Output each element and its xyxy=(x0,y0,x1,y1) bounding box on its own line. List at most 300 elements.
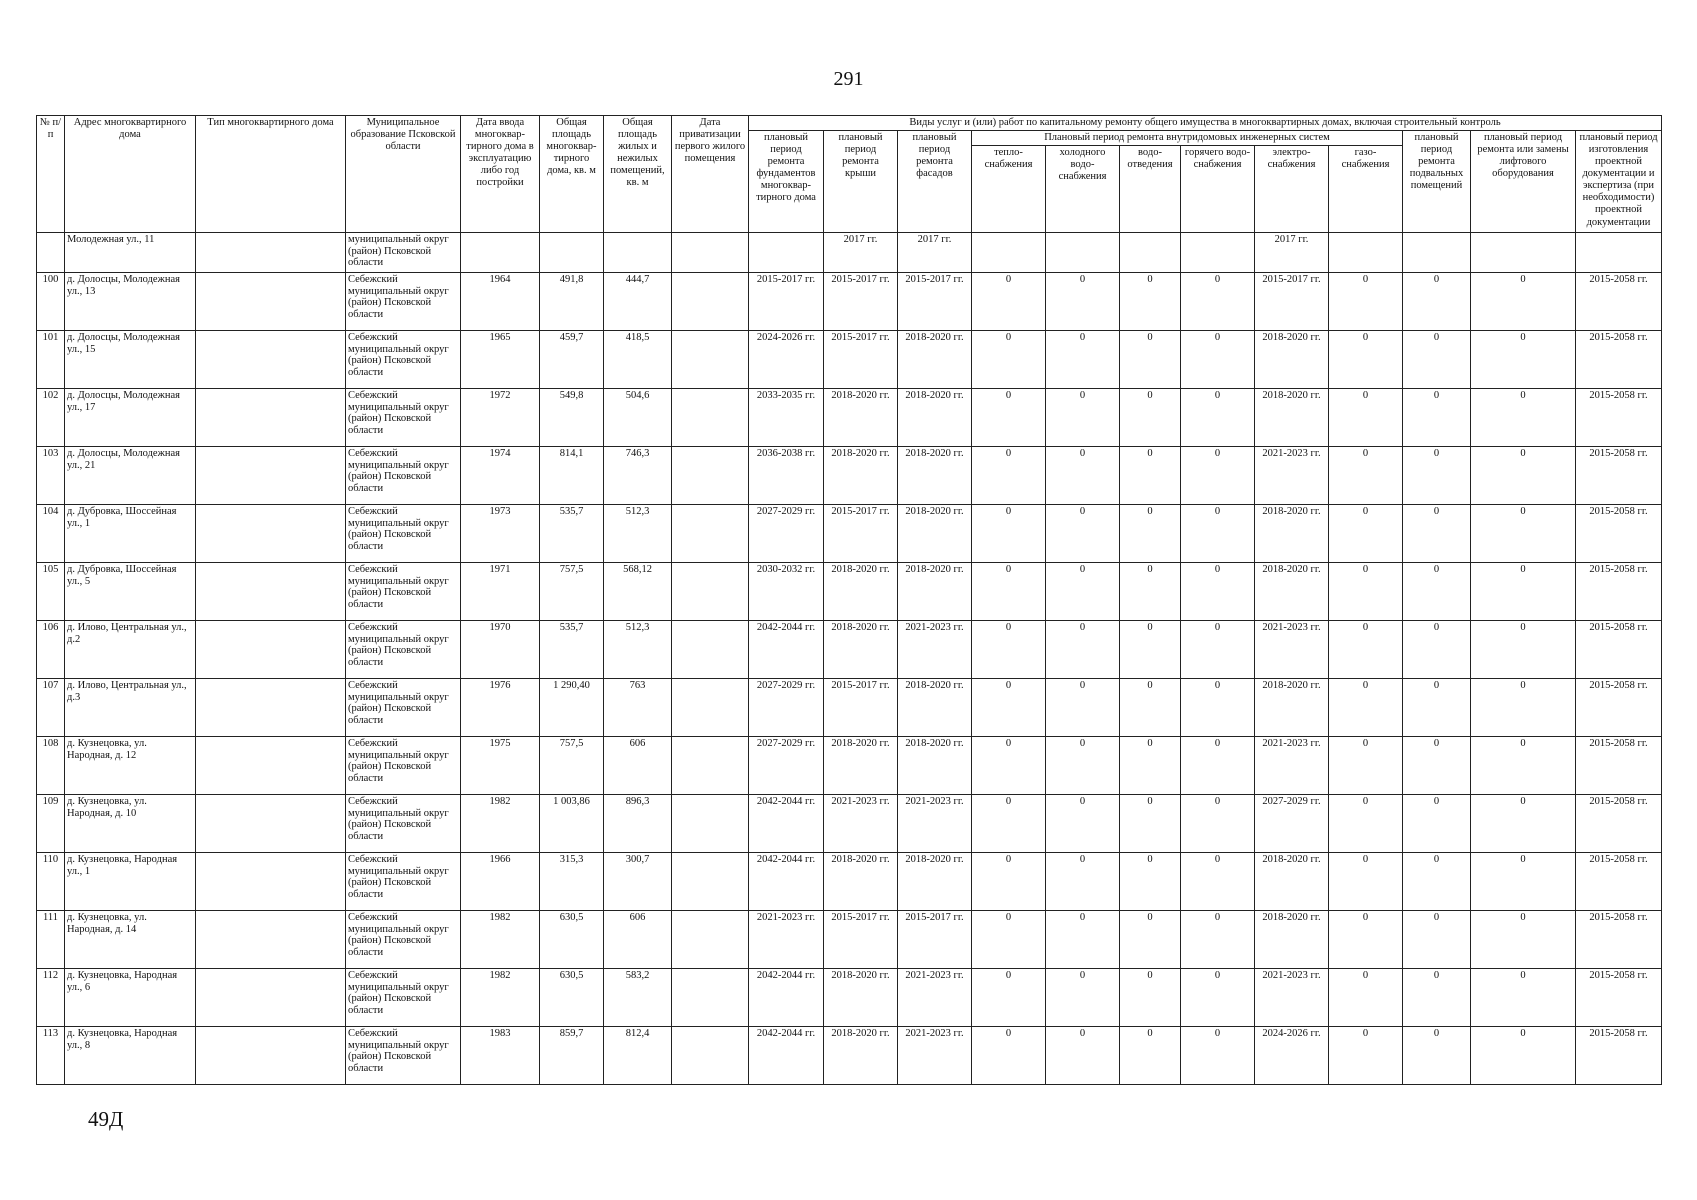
cell-living-area: 444,7 xyxy=(604,273,672,331)
cell-year: 1975 xyxy=(461,737,540,795)
cell-hot-water: 0 xyxy=(1181,911,1255,969)
cell-total-area: 1 290,40 xyxy=(540,679,604,737)
cell-cold-water: 0 xyxy=(1046,447,1120,505)
cell-basement: 0 xyxy=(1403,563,1471,621)
cell-privatization xyxy=(672,331,749,389)
cell-basement: 0 xyxy=(1403,389,1471,447)
cell-address: д. Кузнецовка, ул. Народная, д. 10 xyxy=(65,795,196,853)
cell-elevator: 0 xyxy=(1471,621,1576,679)
cell-type xyxy=(196,389,346,447)
cell-cold-water: 0 xyxy=(1046,389,1120,447)
cell-facade: 2021-2023 гг. xyxy=(898,795,972,853)
cell-total-area: 814,1 xyxy=(540,447,604,505)
cell-hot-water: 0 xyxy=(1181,621,1255,679)
cell-foundation: 2027-2029 гг. xyxy=(749,505,824,563)
cell-living-area: 896,3 xyxy=(604,795,672,853)
cell-heat: 0 xyxy=(972,911,1046,969)
cell-foundation: 2015-2017 гг. xyxy=(749,273,824,331)
table-row xyxy=(37,331,1662,389)
cell-elevator: 0 xyxy=(1471,1027,1576,1085)
cell-address: Молодежная ул., 11 xyxy=(65,233,196,273)
cell-basement: 0 xyxy=(1403,621,1471,679)
cell-num: 111 xyxy=(37,911,65,969)
cell-facade: 2015-2017 гг. xyxy=(898,911,972,969)
cell-foundation: 2042-2044 гг. xyxy=(749,1027,824,1085)
cell-basement: 0 xyxy=(1403,969,1471,1027)
cell-year: 1973 xyxy=(461,505,540,563)
cell-municipality: Себежский муниципальный округ (район) Псковской области xyxy=(346,969,461,1027)
cell-type xyxy=(196,505,346,563)
cell-total-area: 757,5 xyxy=(540,563,604,621)
cell-num: 105 xyxy=(37,563,65,621)
page-number: 291 xyxy=(833,68,864,90)
cell-heat: 0 xyxy=(972,331,1046,389)
cell-total-area: 630,5 xyxy=(540,969,604,1027)
cell-total-area: 535,7 xyxy=(540,505,604,563)
cell-heat: 0 xyxy=(972,853,1046,911)
cell-hot-water: 0 xyxy=(1181,969,1255,1027)
table-row xyxy=(37,447,1662,505)
cell-sewer: 0 xyxy=(1120,621,1181,679)
cell-total-area xyxy=(540,233,604,273)
cell-hot-water: 0 xyxy=(1181,505,1255,563)
cell-basement: 0 xyxy=(1403,737,1471,795)
cell-address: д. Кузнецовка, ул. Народная, д. 14 xyxy=(65,911,196,969)
cell-electric: 2018-2020 гг. xyxy=(1255,389,1329,447)
cell-living-area: 512,3 xyxy=(604,505,672,563)
cell-privatization xyxy=(672,233,749,273)
cell-heat: 0 xyxy=(972,563,1046,621)
cell-roof: 2018-2020 гг. xyxy=(824,969,898,1027)
header-roof: плановый период ремонта крыши xyxy=(824,131,898,233)
header-electric: электро-снабжения xyxy=(1255,146,1329,233)
header-heat: тепло-снабжения xyxy=(972,146,1046,233)
cell-basement: 0 xyxy=(1403,679,1471,737)
cell-total-area: 1 003,86 xyxy=(540,795,604,853)
cell-type xyxy=(196,853,346,911)
cell-foundation: 2036-2038 гг. xyxy=(749,447,824,505)
cell-basement: 0 xyxy=(1403,1027,1471,1085)
cell-gas: 0 xyxy=(1329,273,1403,331)
cell-facade: 2017 гг. xyxy=(898,233,972,273)
cell-electric: 2021-2023 гг. xyxy=(1255,969,1329,1027)
cell-year: 1972 xyxy=(461,389,540,447)
cell-address: д. Долосцы, Молодежная ул., 21 xyxy=(65,447,196,505)
cell-gas: 0 xyxy=(1329,853,1403,911)
cell-electric: 2021-2023 гг. xyxy=(1255,737,1329,795)
cell-type xyxy=(196,273,346,331)
cell-address: д. Кузнецовка, Народная ул., 6 xyxy=(65,969,196,1027)
cell-basement: 0 xyxy=(1403,273,1471,331)
table-row xyxy=(37,679,1662,737)
header-cold-water: холодного водо-снабжения xyxy=(1046,146,1120,233)
cell-elevator: 0 xyxy=(1471,853,1576,911)
cell-hot-water: 0 xyxy=(1181,795,1255,853)
cell-num xyxy=(37,233,65,273)
cell-facade: 2015-2017 гг. xyxy=(898,273,972,331)
cell-privatization xyxy=(672,853,749,911)
cell-gas: 0 xyxy=(1329,621,1403,679)
cell-electric: 2018-2020 гг. xyxy=(1255,679,1329,737)
cell-heat: 0 xyxy=(972,273,1046,331)
table-row xyxy=(37,795,1662,853)
cell-num: 113 xyxy=(37,1027,65,1085)
cell-heat: 0 xyxy=(972,969,1046,1027)
cell-cold-water: 0 xyxy=(1046,795,1120,853)
cell-sewer: 0 xyxy=(1120,273,1181,331)
cell-hot-water: 0 xyxy=(1181,853,1255,911)
cell-year: 1982 xyxy=(461,969,540,1027)
cell-cold-water: 0 xyxy=(1046,505,1120,563)
cell-living-area xyxy=(604,233,672,273)
cell-living-area: 812,4 xyxy=(604,1027,672,1085)
table-row xyxy=(37,505,1662,563)
cell-cold-water: 0 xyxy=(1046,969,1120,1027)
cell-year xyxy=(461,233,540,273)
cell-num: 104 xyxy=(37,505,65,563)
cell-type xyxy=(196,233,346,273)
cell-sewer: 0 xyxy=(1120,563,1181,621)
cell-basement: 0 xyxy=(1403,447,1471,505)
cell-project-docs: 2015-2058 гг. xyxy=(1576,621,1662,679)
cell-facade: 2021-2023 гг. xyxy=(898,621,972,679)
cell-elevator: 0 xyxy=(1471,273,1576,331)
cell-elevator: 0 xyxy=(1471,737,1576,795)
header-living-area: Общая площадь жилых и нежилых помещений, кв. м xyxy=(604,116,672,233)
cell-cold-water: 0 xyxy=(1046,911,1120,969)
cell-sewer xyxy=(1120,233,1181,273)
cell-year: 1976 xyxy=(461,679,540,737)
header-project-docs: плановый период изготовления проектной документации и экспертиза (при необходимости) проектной документации xyxy=(1576,131,1662,233)
cell-foundation: 2042-2044 гг. xyxy=(749,621,824,679)
cell-project-docs: 2015-2058 гг. xyxy=(1576,679,1662,737)
cell-municipality: Себежский муниципальный округ (район) Псковской области xyxy=(346,273,461,331)
cell-sewer: 0 xyxy=(1120,911,1181,969)
cell-privatization xyxy=(672,563,749,621)
cell-type xyxy=(196,621,346,679)
cell-privatization xyxy=(672,911,749,969)
cell-facade: 2018-2020 гг. xyxy=(898,563,972,621)
header-foundation: плановый период ремонта фундаментов многоквар-тирного дома xyxy=(749,131,824,233)
cell-elevator: 0 xyxy=(1471,389,1576,447)
cell-roof: 2018-2020 гг. xyxy=(824,389,898,447)
cell-elevator: 0 xyxy=(1471,505,1576,563)
cell-num: 103 xyxy=(37,447,65,505)
cell-electric: 2017 гг. xyxy=(1255,233,1329,273)
cell-living-area: 568,12 xyxy=(604,563,672,621)
cell-roof: 2018-2020 гг. xyxy=(824,853,898,911)
header-total-area: Общая площадь многоквар-тирного дома, кв. м xyxy=(540,116,604,233)
table-row xyxy=(37,621,1662,679)
cell-project-docs: 2015-2058 гг. xyxy=(1576,505,1662,563)
cell-type xyxy=(196,1027,346,1085)
cell-cold-water: 0 xyxy=(1046,679,1120,737)
cell-electric: 2018-2020 гг. xyxy=(1255,911,1329,969)
cell-facade: 2018-2020 гг. xyxy=(898,853,972,911)
cell-electric: 2021-2023 гг. xyxy=(1255,447,1329,505)
cell-hot-water: 0 xyxy=(1181,331,1255,389)
cell-address: д. Илово, Центральная ул., д.2 xyxy=(65,621,196,679)
cell-electric: 2018-2020 гг. xyxy=(1255,563,1329,621)
cell-num: 109 xyxy=(37,795,65,853)
cell-gas: 0 xyxy=(1329,969,1403,1027)
cell-privatization xyxy=(672,273,749,331)
cell-address: д. Дубровка, Шоссейная ул., 1 xyxy=(65,505,196,563)
cell-year: 1971 xyxy=(461,563,540,621)
cell-electric: 2021-2023 гг. xyxy=(1255,621,1329,679)
table-row xyxy=(37,389,1662,447)
header-num: № п/п xyxy=(37,116,65,233)
cell-living-area: 504,6 xyxy=(604,389,672,447)
cell-hot-water: 0 xyxy=(1181,679,1255,737)
cell-elevator: 0 xyxy=(1471,679,1576,737)
cell-year: 1982 xyxy=(461,911,540,969)
cell-privatization xyxy=(672,389,749,447)
continuation-row xyxy=(37,233,1662,273)
cell-roof: 2021-2023 гг. xyxy=(824,795,898,853)
header-elevator: плановый период ремонта или замены лифтового оборудования xyxy=(1471,131,1576,233)
table-row xyxy=(37,273,1662,331)
cell-facade: 2018-2020 гг. xyxy=(898,389,972,447)
cell-municipality: Себежский муниципальный округ (район) Псковской области xyxy=(346,621,461,679)
header-date-input: Дата ввода многоквар-тирного дома в эксплуатацию либо год постройки xyxy=(461,116,540,233)
cell-municipality: Себежский муниципальный округ (район) Псковской области xyxy=(346,1027,461,1085)
cell-roof: 2018-2020 гг. xyxy=(824,621,898,679)
cell-type xyxy=(196,447,346,505)
cell-municipality: Себежский муниципальный округ (район) Псковской области xyxy=(346,795,461,853)
cell-elevator: 0 xyxy=(1471,969,1576,1027)
cell-foundation: 2024-2026 гг. xyxy=(749,331,824,389)
cell-gas: 0 xyxy=(1329,505,1403,563)
cell-foundation: 2042-2044 гг. xyxy=(749,853,824,911)
cell-privatization xyxy=(672,505,749,563)
header-basement: плановый период ремонта подвальных помещений xyxy=(1403,131,1471,233)
cell-cold-water: 0 xyxy=(1046,737,1120,795)
cell-project-docs: 2015-2058 гг. xyxy=(1576,969,1662,1027)
cell-municipality: Себежский муниципальный округ (район) Псковской области xyxy=(346,331,461,389)
cell-year: 1964 xyxy=(461,273,540,331)
cell-total-area: 757,5 xyxy=(540,737,604,795)
cell-facade: 2021-2023 гг. xyxy=(898,1027,972,1085)
cell-roof: 2018-2020 гг. xyxy=(824,563,898,621)
cell-year: 1974 xyxy=(461,447,540,505)
cell-address: д. Кузнецовка, Народная ул., 8 xyxy=(65,1027,196,1085)
cell-basement: 0 xyxy=(1403,853,1471,911)
cell-project-docs: 2015-2058 гг. xyxy=(1576,737,1662,795)
footer-code: 49Д xyxy=(88,1107,124,1131)
cell-type xyxy=(196,563,346,621)
cell-address: д. Кузнецовка, Народная ул., 1 xyxy=(65,853,196,911)
cell-foundation: 2027-2029 гг. xyxy=(749,679,824,737)
cell-roof: 2015-2017 гг. xyxy=(824,273,898,331)
cell-type xyxy=(196,737,346,795)
cell-sewer: 0 xyxy=(1120,679,1181,737)
cell-project-docs: 2015-2058 гг. xyxy=(1576,447,1662,505)
cell-heat: 0 xyxy=(972,505,1046,563)
header-address: Адрес многоквартирного дома xyxy=(65,116,196,233)
cell-foundation: 2042-2044 гг. xyxy=(749,969,824,1027)
header-hot-water: горячего водо-снабжения xyxy=(1181,146,1255,233)
cell-municipality: Себежский муниципальный округ (район) Псковской области xyxy=(346,389,461,447)
capital-repair-table xyxy=(36,115,1662,1085)
header-sewer: водо-отведения xyxy=(1120,146,1181,233)
cell-heat: 0 xyxy=(972,795,1046,853)
cell-facade: 2018-2020 гг. xyxy=(898,679,972,737)
header-type: Тип многоквартирного дома xyxy=(196,116,346,233)
cell-num: 106 xyxy=(37,621,65,679)
cell-roof: 2017 гг. xyxy=(824,233,898,273)
cell-cold-water: 0 xyxy=(1046,1027,1120,1085)
cell-num: 108 xyxy=(37,737,65,795)
cell-gas: 0 xyxy=(1329,679,1403,737)
cell-total-area: 549,8 xyxy=(540,389,604,447)
cell-sewer: 0 xyxy=(1120,853,1181,911)
cell-municipality: Себежский муниципальный округ (район) Псковской области xyxy=(346,447,461,505)
cell-foundation: 2021-2023 гг. xyxy=(749,911,824,969)
cell-cold-water: 0 xyxy=(1046,273,1120,331)
cell-heat: 0 xyxy=(972,621,1046,679)
table-row xyxy=(37,737,1662,795)
cell-hot-water: 0 xyxy=(1181,273,1255,331)
cell-facade: 2018-2020 гг. xyxy=(898,447,972,505)
cell-municipality: Себежский муниципальный округ (район) Псковской области xyxy=(346,505,461,563)
cell-num: 107 xyxy=(37,679,65,737)
cell-elevator: 0 xyxy=(1471,331,1576,389)
cell-roof: 2015-2017 гг. xyxy=(824,679,898,737)
cell-address: д. Кузнецовка, ул. Народная, д. 12 xyxy=(65,737,196,795)
cell-hot-water xyxy=(1181,233,1255,273)
cell-sewer: 0 xyxy=(1120,447,1181,505)
cell-gas: 0 xyxy=(1329,795,1403,853)
cell-privatization xyxy=(672,969,749,1027)
cell-year: 1965 xyxy=(461,331,540,389)
cell-type xyxy=(196,969,346,1027)
cell-electric: 2015-2017 гг. xyxy=(1255,273,1329,331)
cell-type xyxy=(196,679,346,737)
cell-num: 112 xyxy=(37,969,65,1027)
cell-elevator: 0 xyxy=(1471,795,1576,853)
cell-num: 100 xyxy=(37,273,65,331)
cell-cold-water xyxy=(1046,233,1120,273)
cell-electric: 2018-2020 гг. xyxy=(1255,331,1329,389)
cell-privatization xyxy=(672,447,749,505)
cell-gas: 0 xyxy=(1329,331,1403,389)
cell-cold-water: 0 xyxy=(1046,563,1120,621)
cell-cold-water: 0 xyxy=(1046,331,1120,389)
cell-project-docs: 2015-2058 гг. xyxy=(1576,911,1662,969)
cell-basement xyxy=(1403,233,1471,273)
cell-gas: 0 xyxy=(1329,563,1403,621)
cell-hot-water: 0 xyxy=(1181,737,1255,795)
cell-total-area: 535,7 xyxy=(540,621,604,679)
cell-project-docs xyxy=(1576,233,1662,273)
cell-roof: 2015-2017 гг. xyxy=(824,505,898,563)
cell-roof: 2018-2020 гг. xyxy=(824,737,898,795)
cell-living-area: 512,3 xyxy=(604,621,672,679)
cell-sewer: 0 xyxy=(1120,737,1181,795)
cell-living-area: 606 xyxy=(604,911,672,969)
cell-num: 101 xyxy=(37,331,65,389)
cell-municipality: муниципальный округ (район) Псковской области xyxy=(346,233,461,273)
cell-facade: 2021-2023 гг. xyxy=(898,969,972,1027)
table-row xyxy=(37,853,1662,911)
cell-project-docs: 2015-2058 гг. xyxy=(1576,1027,1662,1085)
cell-project-docs: 2015-2058 гг. xyxy=(1576,853,1662,911)
cell-electric: 2024-2026 гг. xyxy=(1255,1027,1329,1085)
cell-num: 110 xyxy=(37,853,65,911)
cell-project-docs: 2015-2058 гг. xyxy=(1576,331,1662,389)
cell-privatization xyxy=(672,679,749,737)
cell-year: 1970 xyxy=(461,621,540,679)
cell-total-area: 315,3 xyxy=(540,853,604,911)
cell-sewer: 0 xyxy=(1120,505,1181,563)
cell-elevator: 0 xyxy=(1471,911,1576,969)
cell-heat: 0 xyxy=(972,1027,1046,1085)
cell-living-area: 583,2 xyxy=(604,969,672,1027)
cell-address: д. Илово, Центральная ул., д.3 xyxy=(65,679,196,737)
cell-sewer: 0 xyxy=(1120,1027,1181,1085)
cell-sewer: 0 xyxy=(1120,389,1181,447)
cell-project-docs: 2015-2058 гг. xyxy=(1576,795,1662,853)
cell-gas xyxy=(1329,233,1403,273)
cell-facade: 2018-2020 гг. xyxy=(898,737,972,795)
cell-year: 1966 xyxy=(461,853,540,911)
cell-basement: 0 xyxy=(1403,505,1471,563)
cell-foundation: 2030-2032 гг. xyxy=(749,563,824,621)
cell-project-docs: 2015-2058 гг. xyxy=(1576,273,1662,331)
cell-gas: 0 xyxy=(1329,1027,1403,1085)
cell-total-area: 859,7 xyxy=(540,1027,604,1085)
table-row xyxy=(37,1027,1662,1085)
cell-gas: 0 xyxy=(1329,389,1403,447)
cell-living-area: 746,3 xyxy=(604,447,672,505)
cell-address: д. Долосцы, Молодежная ул., 15 xyxy=(65,331,196,389)
cell-cold-water: 0 xyxy=(1046,853,1120,911)
cell-total-area: 491,8 xyxy=(540,273,604,331)
cell-basement: 0 xyxy=(1403,795,1471,853)
cell-roof: 2015-2017 гг. xyxy=(824,911,898,969)
cell-foundation: 2033-2035 гг. xyxy=(749,389,824,447)
cell-hot-water: 0 xyxy=(1181,1027,1255,1085)
cell-gas: 0 xyxy=(1329,447,1403,505)
table-row xyxy=(37,563,1662,621)
cell-address: д. Долосцы, Молодежная ул., 13 xyxy=(65,273,196,331)
cell-sewer: 0 xyxy=(1120,795,1181,853)
cell-privatization xyxy=(672,621,749,679)
cell-municipality: Себежский муниципальный округ (район) Псковской области xyxy=(346,563,461,621)
cell-hot-water: 0 xyxy=(1181,563,1255,621)
cell-cold-water: 0 xyxy=(1046,621,1120,679)
cell-address: д. Долосцы, Молодежная ул., 17 xyxy=(65,389,196,447)
cell-hot-water: 0 xyxy=(1181,447,1255,505)
cell-municipality: Себежский муниципальный округ (район) Псковской области xyxy=(346,679,461,737)
cell-municipality: Себежский муниципальный округ (район) Псковской области xyxy=(346,853,461,911)
cell-privatization xyxy=(672,1027,749,1085)
cell-address: д. Дубровка, Шоссейная ул., 5 xyxy=(65,563,196,621)
header-privatization: Дата приватизации первого жилого помещения xyxy=(672,116,749,233)
cell-living-area: 606 xyxy=(604,737,672,795)
cell-elevator xyxy=(1471,233,1576,273)
cell-municipality: Себежский муниципальный округ (район) Псковской области xyxy=(346,737,461,795)
cell-project-docs: 2015-2058 гг. xyxy=(1576,563,1662,621)
cell-project-docs: 2015-2058 гг. xyxy=(1576,389,1662,447)
cell-total-area: 459,7 xyxy=(540,331,604,389)
cell-sewer: 0 xyxy=(1120,969,1181,1027)
cell-facade: 2018-2020 гг. xyxy=(898,331,972,389)
cell-total-area: 630,5 xyxy=(540,911,604,969)
cell-basement: 0 xyxy=(1403,331,1471,389)
cell-heat: 0 xyxy=(972,447,1046,505)
